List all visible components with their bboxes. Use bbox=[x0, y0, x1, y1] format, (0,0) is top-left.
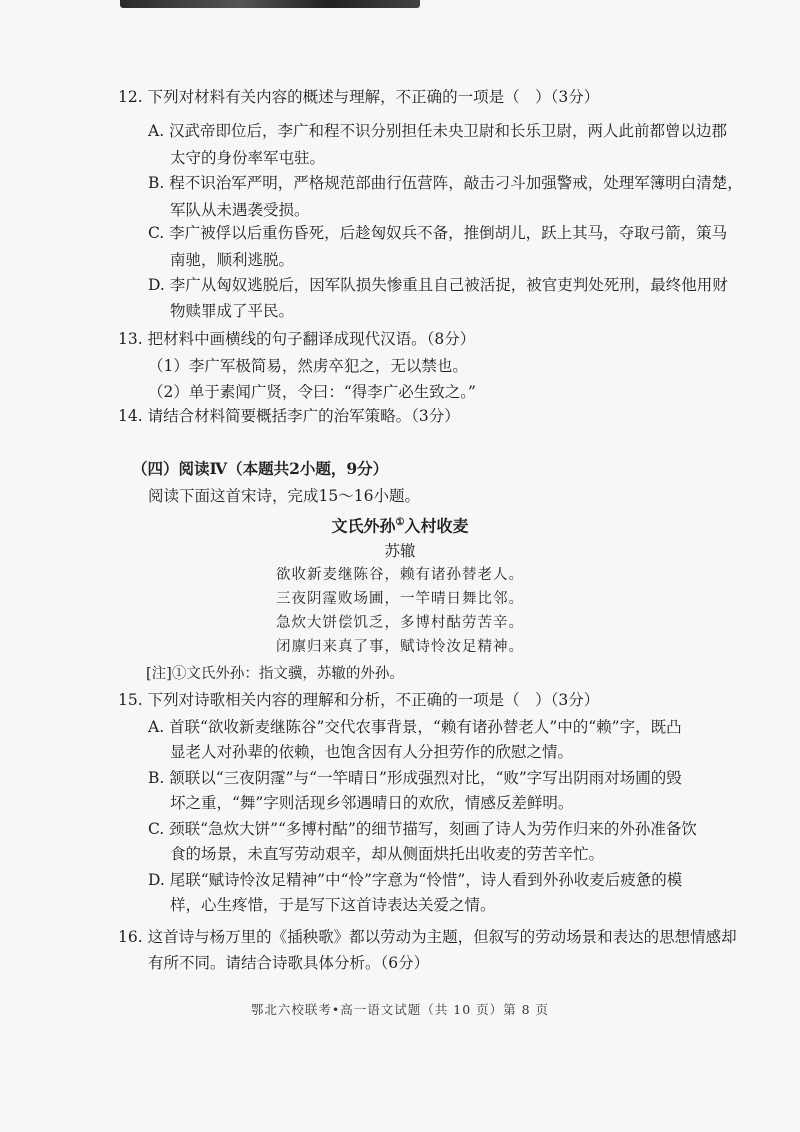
poem-title-main: 文氏外孙 bbox=[331, 516, 396, 536]
q15-option-d-cont: 样，心生疼惜，于是写下这首诗表达关爱之情。 bbox=[170, 896, 496, 914]
q15-option-a-cont: 显老人对孙辈的依赖，也饱含因有人分担劳作的欣慰之情。 bbox=[170, 743, 574, 761]
q15-option-b: B. 颔联以“三夜阴霪”与“一竿晴日”形成强烈对比，“败”字写出阴雨对场圃的毁 bbox=[148, 769, 682, 787]
q15-option-c-cont: 食的场景，未直写劳动艰辛，却从侧面烘托出收麦的劳苦辛忙。 bbox=[170, 845, 605, 863]
q15-option-d: D. 尾联“赋诗怜汝足精神”中“怜”字意为“怜惜”，诗人看到外孙收麦后疲惫的模 bbox=[148, 871, 683, 889]
q16-stem-cont: 有所不同。请结合诗歌具体分析。（6分） bbox=[148, 954, 430, 972]
q15-stem: 15. 下列对诗歌相关内容的理解和分析，不正确的一项是（ ）（3分） bbox=[118, 691, 600, 709]
q15-option-a: A. 首联“欲收新麦继陈谷”交代农事背景，“赖有诸孙替老人”中的“赖”字，既凸 bbox=[148, 718, 682, 736]
section-4-title: （四）阅读Ⅳ（本题共2小题，9分） bbox=[132, 459, 389, 478]
q12-stem: 12. 下列对材料有关内容的概述与理解，不正确的一项是（ ）（3分） bbox=[118, 88, 600, 106]
poem-note-mark: ① bbox=[395, 517, 405, 528]
q14-stem: 14. 请结合材料简要概括李广的治军策略。（3分） bbox=[118, 407, 460, 425]
q12-option-b-cont: 军队从未遇袭受损。 bbox=[170, 201, 310, 219]
q12-option-c-cont: 南驰，顺利逃脱。 bbox=[170, 251, 295, 269]
q12-option-b: B. 程不识治军严明，严格规范部曲行伍营阵，敲击刁斗加强警戒，处理军簿明白清楚， bbox=[148, 174, 743, 192]
scan-edge bbox=[120, 0, 420, 8]
q12-option-a: A. 汉武帝即位后，李广和程不识分别担任未央卫尉和长乐卫尉，两人此前都曾以边郡 bbox=[148, 122, 728, 140]
section-4-intro: 阅读下面这首宋诗，完成15～16小题。 bbox=[148, 487, 420, 505]
poem-annotation: [注]①文氏外孙：指文骥，苏辙的外孙。 bbox=[146, 666, 404, 682]
q12-option-d-cont: 物赎罪成了平民。 bbox=[170, 302, 295, 320]
poem-line: 急炊大饼偿饥乏，多博村酤劳苦辛。 bbox=[276, 615, 524, 631]
page-footer: 鄂北六校联考•高一语文试题（共 10 页）第 8 页 bbox=[250, 1002, 550, 1017]
q13-sentence-1: （1）李广军极简易，然虏卒犯之，无以禁也。 bbox=[148, 357, 468, 375]
poem-title bbox=[0, 512, 800, 537]
poem-line: 闭廪归来真了事，赋诗怜汝足精神。 bbox=[276, 639, 524, 655]
q13-sentence-2: （2）单于素闻广贤，令曰：“得李广必生致之。” bbox=[148, 383, 476, 401]
q15-option-c: C. 颈联“急炊大饼”“多博村酤”的细节描写，刻画了诗人为劳作归来的外孙准备饮 bbox=[148, 820, 697, 838]
q16-stem: 16. 这首诗与杨万里的《插秧歌》都以劳动为主题，但叙写的劳动场景和表达的思想情感却 bbox=[118, 928, 737, 946]
q15-option-b-cont: 坏之重，“舞”字则活现乡邻遇晴日的欢欣，情感反差鲜明。 bbox=[170, 794, 574, 812]
poem-line: 三夜阴霪败场圃，一竿晴日舞比邻。 bbox=[276, 591, 524, 607]
q12-option-a-cont: 太守的身份率军屯驻。 bbox=[170, 149, 326, 167]
q13-stem: 13. 把材料中画横线的句子翻译成现代汉语。（8分） bbox=[118, 330, 476, 348]
q12-option-c: C. 李广被俘以后重伤昏死，后趁匈奴兵不备，推倒胡儿，跃上其马，夺取弓箭，策马 bbox=[148, 224, 728, 242]
q12-option-d: D. 李广从匈奴逃脱后，因军队损失惨重且自己被活捉，被官吏判处死刑，最终他用财 bbox=[148, 276, 728, 294]
poem-title-rest: 入村收麦 bbox=[404, 516, 469, 536]
poem-line: 欲收新麦继陈谷，赖有诸孙替老人。 bbox=[276, 567, 524, 583]
poem-author: 苏辙 bbox=[384, 542, 416, 560]
